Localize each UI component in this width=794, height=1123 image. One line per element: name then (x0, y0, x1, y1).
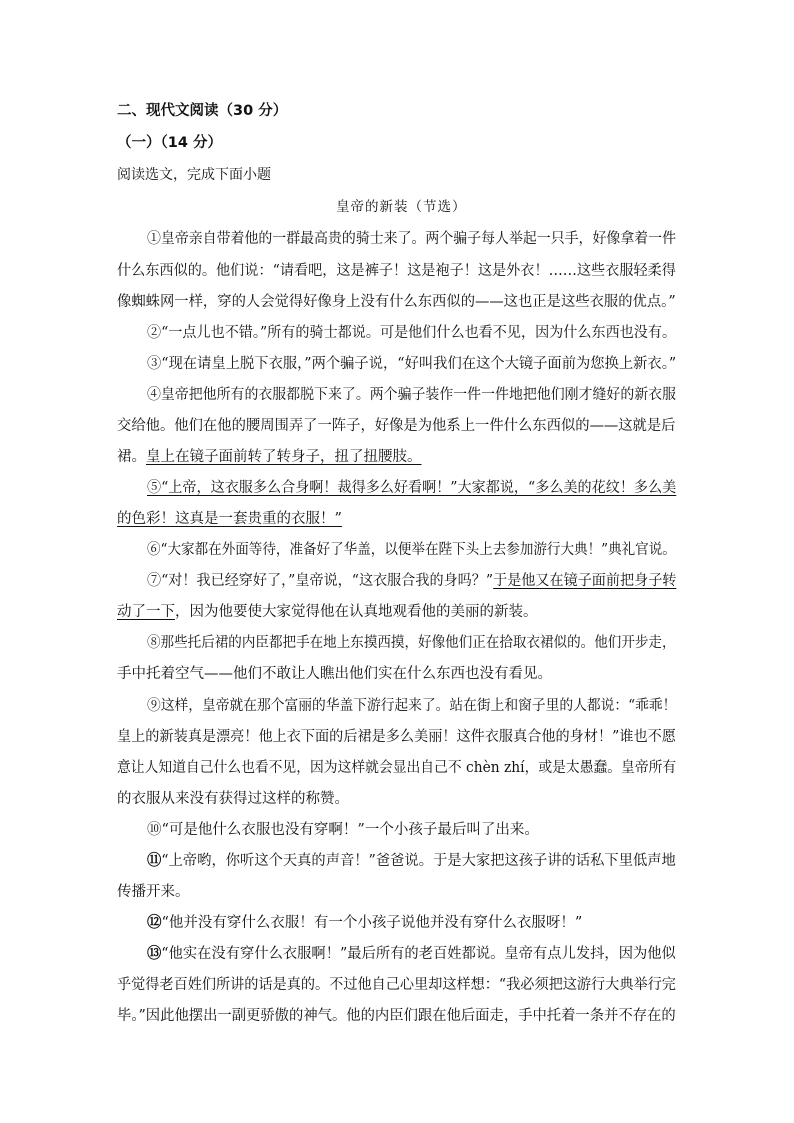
paragraph-3: ③“现在请皇上脱下衣服，”两个骗子说，“好叫我们在这个大镜子面前为您换上新衣。” (147, 356, 677, 372)
paragraph-9-line-3: 意让人知道自己什么也看不见，因为这样就会显出自己不 chèn zhí，或是太愚蠢。皇帝所有 (117, 760, 677, 776)
underlined-sentence: 皇上在镜子面前转了转身子，扭了扭腰肢。 (146, 449, 422, 465)
paragraph-13-text: “他实在没有穿什么衣服啊！”最后所有的老百姓都说。皇帝有点儿发抖，因为他似 (161, 946, 676, 962)
paragraph-10: ⑩“可是他什么衣服也没有穿啊！”一个小孩子最后叫了出来。 (147, 822, 539, 838)
paragraph-5-line-2: 的色彩！这真是一套贵重的衣服！” (117, 511, 342, 527)
passage-title: 皇帝的新装（节选） (336, 199, 467, 215)
paragraph-8-line-1: ⑧那些托后裙的内臣都把手在地上东摸西摸，好像他们正在拾取衣裙似的。他们开步走， (147, 635, 676, 651)
paragraph-4-line-1: ④皇帝把他所有的衣服都脱下来了。两个骗子装作一件一件地把他们刚才缝好的新衣服 (147, 387, 676, 403)
paragraph-12 (147, 913, 582, 933)
paragraph-9-line-4: 的衣服从来没有获得过这样的称赞。 (117, 791, 349, 807)
paragraph-11-text: “上帝哟，你听这个天真的声音！”爸爸说。于是大家把这孩子讲的话私下里低声地 (161, 853, 676, 869)
instruction: 阅读选文，完成下面小题 (117, 167, 271, 183)
paragraph-11-line-2: 传播开来。 (117, 884, 190, 900)
paragraph-11-line-1 (147, 851, 676, 871)
paragraph-9-line-1: ⑨这样，皇帝就在那个富丽的华盖下游行起来了。站在街上和窗子里的人都说：“乖乖！ (147, 698, 677, 714)
paragraph-1-line-3: 像蜘蛛网一样，穿的人会觉得好像身上没有什么东西似的——这也正是这些衣服的优点。” (117, 294, 676, 310)
paragraph-4-text: 裙。 (117, 449, 146, 465)
paragraph-8-line-2: 手中托着空气——他们不敢让人瞧出他们实在什么东西也没有看见。 (117, 666, 552, 682)
paragraph-7-text: ，因为他要使大家觉得他在认真地观看他的美丽的新装。 (175, 604, 538, 620)
paragraph-2: ②“一点儿也不错。”所有的骑士都说。可是他们什么也看不见，因为什么东西也没有。 (147, 325, 677, 341)
sub-heading: （一）（14 分） (117, 135, 222, 151)
section-heading: 二、现代文阅读（30 分） (117, 103, 288, 119)
paragraph-7-line-2 (117, 602, 538, 622)
paragraph-12-text: “他并没有穿什么衣服！有一个小孩子说他并没有穿什么衣服呀！” (161, 915, 583, 931)
underlined-sentence: 于是他又在镜子面前把身子转 (493, 573, 677, 589)
paragraph-7-text: ⑦“对！我已经穿好了，”皇帝说，“这衣服合我的身吗？” (147, 573, 494, 589)
paragraph-9-line-2: 皇上的新装真是漂亮！他上衣下面的后裙是多么美丽！这件衣服真合他的身材！”谁也不愿 (117, 729, 676, 745)
paragraph-4-line-3 (117, 447, 422, 467)
paragraph-number: ⑪ (147, 852, 162, 869)
paragraph-5-line-1: ⑤“上帝，这衣服多么合身啊！裁得多么好看啊！”大家都说，“多么美的花纹！多么美 (147, 480, 677, 496)
paragraph-number: ⑫ (147, 914, 162, 931)
paragraph-number: ⑬ (147, 945, 162, 962)
paragraph-13-line-1 (147, 944, 676, 964)
paragraph-1-line-2: 什么东西似的。他们说：“请看吧，这是裤子！这是袍子！这是外衣！……这些衣服轻柔得 (117, 263, 676, 279)
paragraph-6: ⑥“大家都在外面等待，准备好了华盖，以便举在陛下头上去参加游行大典！”典礼官说。 (147, 542, 676, 558)
paragraph-7-line-1 (147, 571, 676, 591)
paragraph-4-line-2: 交给他。他们在他的腰周围弄了一阵子，好像是为他系上一件什么东西似的——这就是后 (117, 418, 676, 434)
paragraph-13-line-2: 乎觉得老百姓们所讲的话是真的。不过他自己心里却这样想：“我必须把这游行大典举行完 (117, 977, 676, 993)
paragraph-1-line-1: ①皇帝亲自带着他的一群最高贵的骑士来了。两个骗子每人举起一只手，好像拿着一件 (147, 231, 676, 247)
paragraph-13-line-3: 毕。”因此他摆出一副更骄傲的神气。他的内臣们跟在他后面走，手中托着一条并不存在的 (117, 1008, 676, 1024)
underlined-sentence: 动了一下 (117, 604, 175, 620)
